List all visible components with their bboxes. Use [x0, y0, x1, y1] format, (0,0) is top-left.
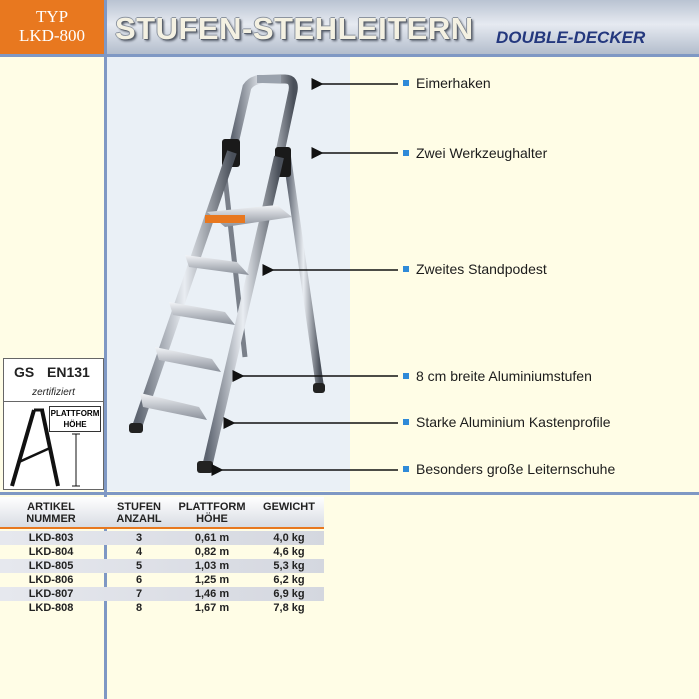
header-line1: PLATTFORM	[178, 501, 246, 513]
type-label: TYP	[35, 7, 69, 26]
cell-stufen: 6	[135, 574, 143, 586]
cell-gewicht: 4,0 kg	[273, 532, 305, 544]
table-row	[0, 587, 324, 601]
cell-plattform: 1,03 m	[194, 560, 230, 572]
cell-stufen: 7	[135, 588, 143, 600]
feature-label: 8 cm breite Aluminiumstufen	[416, 368, 592, 384]
cell-plattform: 0,82 m	[194, 546, 230, 558]
cell-stufen: 8	[135, 602, 143, 614]
cell-plattform: 1,46 m	[194, 588, 230, 600]
cell-gewicht: 5,3 kg	[273, 560, 305, 572]
table-row	[0, 573, 324, 587]
table-row	[0, 559, 324, 573]
cell-stufen: 5	[135, 560, 143, 572]
table-row	[0, 531, 324, 545]
cell-stufen: 4	[135, 546, 143, 558]
bullet-icon	[403, 80, 409, 86]
header-line1: GEWICHT	[263, 501, 315, 513]
cell-plattform: 1,67 m	[194, 602, 230, 614]
column-header-gewicht	[254, 501, 324, 513]
table-header-underline	[0, 527, 324, 529]
header-line2: ANZAHL	[116, 513, 162, 525]
cell-gewicht: 4,6 kg	[273, 546, 305, 558]
cell-plattform: 1,25 m	[194, 574, 230, 586]
feature-label: Starke Aluminium Kastenprofile	[416, 414, 611, 430]
page-subtitle: DOUBLE-DECKER	[496, 28, 646, 47]
cell-artikel: LKD-808	[28, 602, 74, 614]
column-header-stufen	[110, 501, 168, 525]
feature-label: Zwei Werkzeughalter	[416, 145, 548, 161]
cell-gewicht: 7,8 kg	[273, 602, 305, 614]
cell-artikel: LKD-803	[28, 532, 74, 544]
header-line1: STUFEN	[117, 501, 161, 513]
column-header-plattform	[170, 501, 254, 525]
feature-label: Zweites Standpodest	[416, 261, 547, 277]
header-line2: HÖHE	[196, 513, 228, 525]
header-line1: ARTIKEL	[27, 501, 75, 513]
cell-plattform: 0,61 m	[194, 532, 230, 544]
zertifiziert-label: zertifiziert	[32, 387, 75, 398]
cell-artikel: LKD-806	[28, 574, 74, 586]
platform-label-line1: PLATTFORM	[50, 409, 100, 418]
cell-artikel: LKD-807	[28, 588, 74, 600]
feature-label: Eimerhaken	[416, 75, 491, 91]
bullet-icon	[403, 150, 409, 156]
header-line2: NUMMER	[26, 513, 76, 525]
type-model: LKD-800	[18, 26, 86, 45]
page-title: STUFEN-STEHLEITERN	[115, 11, 474, 46]
en131-label: EN131	[47, 364, 90, 380]
bullet-icon	[403, 466, 409, 472]
cell-stufen: 3	[135, 532, 143, 544]
platform-label-line2: HÖHE	[63, 420, 87, 429]
bullet-icon	[403, 266, 409, 272]
cell-artikel: LKD-805	[28, 560, 74, 572]
table-row	[0, 545, 324, 559]
bullet-icon	[403, 419, 409, 425]
cell-gewicht: 6,2 kg	[273, 574, 305, 586]
gs-label: GS	[14, 364, 35, 380]
cell-artikel: LKD-804	[28, 546, 74, 558]
feature-label: Besonders große Leiternschuhe	[416, 461, 616, 477]
column-header-artikel	[10, 501, 92, 525]
table-row	[0, 601, 324, 615]
cell-gewicht: 6,9 kg	[273, 588, 305, 600]
bullet-icon	[403, 373, 409, 379]
